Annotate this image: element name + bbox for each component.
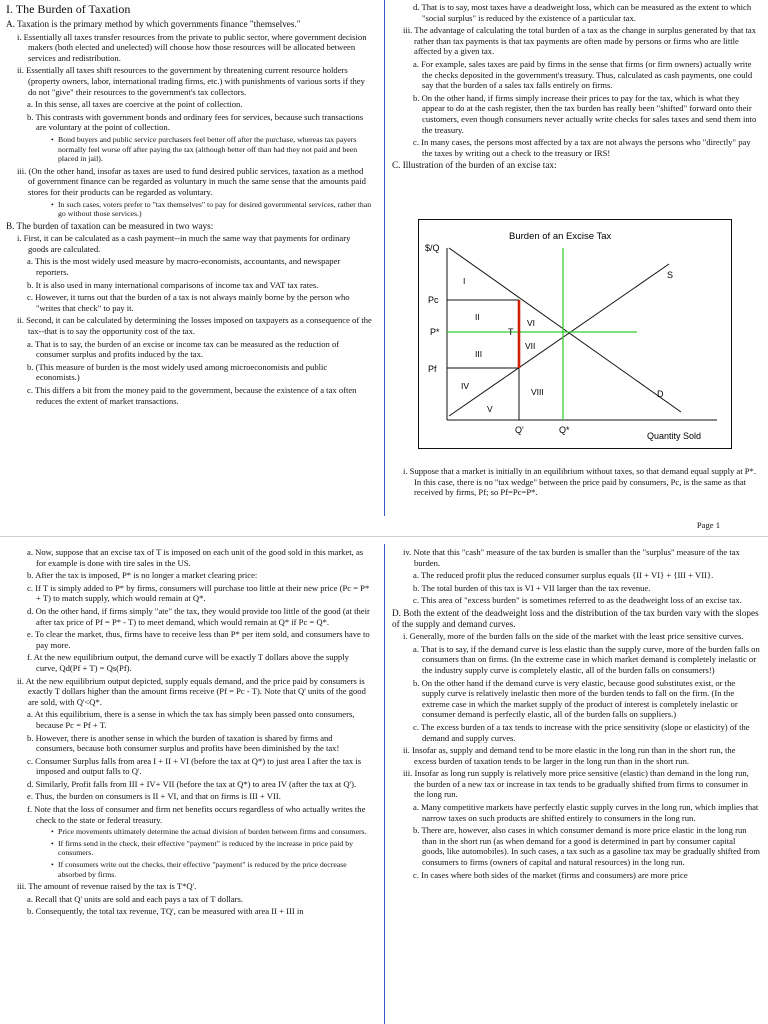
paragraph-text: ii. At the new equilibrium output depicted, supply equals demand, and the price paid by consumers is exactly T dollars higher than the amount firms receive (Pf = Pc - T). Note that Q' units of the good are sold, with Q'<Q*. bbox=[17, 675, 366, 707]
paragraph bbox=[6, 19, 372, 30]
paragraph bbox=[392, 583, 760, 594]
supply-curve bbox=[449, 264, 669, 416]
paragraph bbox=[6, 221, 372, 232]
paragraph-text: b. On the other hand, if firms simply increase their prices to pay for the tax, which is what they appear to do at the cash register, then the tax burden has really been "shifted" forward onto their customers, even though consumers never actually write checks for sales taxes and send them into the treasury. bbox=[413, 92, 757, 135]
paragraph-text: b. However, there is another sense in which the burden of taxation is shared by firms and consumers, because both consumer surplus and profits have been diminished by the tax! bbox=[27, 732, 340, 754]
paragraph bbox=[392, 644, 760, 676]
paragraph-text: i. Generally, more of the burden falls on the side of the market with the least price sensitive curves. bbox=[403, 631, 744, 642]
paragraph-text: b. After the tax is imposed, P* is no longer a market clearing price: bbox=[27, 570, 258, 581]
paragraph-text: ii. Insofar as, supply and demand tend to be more elastic in the long run than in the short run, the excess burden of taxation tends to be larger in the long run than in the short run. bbox=[403, 745, 736, 766]
paragraph-text: D. Both the extent of the deadweight loss and the distribution of the tax burden vary with the slopes of the supply and demand curves. bbox=[392, 607, 759, 629]
paragraph bbox=[6, 362, 372, 383]
paragraph-text: A. Taxation is the primary method by which governments finance "themselves." bbox=[6, 19, 301, 29]
chart-title: Burden of an Excise Tax bbox=[509, 231, 612, 242]
paragraph-text: d. Similarly, Profit falls from III + IV+ VII (before the tax at Q*) to area IV (after the tax at Q'). bbox=[27, 778, 357, 789]
region-v: V bbox=[487, 404, 493, 414]
paragraph bbox=[6, 2, 372, 16]
paragraph bbox=[6, 166, 372, 198]
paragraph-text: b. The total burden of this tax is VI + VII larger than the tax revenue. bbox=[413, 582, 651, 593]
paragraph bbox=[392, 59, 760, 91]
paragraph bbox=[392, 802, 760, 823]
paragraph-text: If firms send in the check, their effective "payment" is reduced by the increase in price paid by consumers. bbox=[58, 838, 354, 858]
paragraph-text: Bond buyers and public service purchasers feel better off after the purchase, whereas tax payers normally feel worse off after paying the tax (although better off than had they not paid and been placed in jail). bbox=[58, 134, 358, 164]
paragraph-text: c. Consumer Surplus falls from area I + II + VI (before the tax at Q*) to just area I after the tax is imposed and output falls to Q'. bbox=[27, 755, 362, 777]
paragraph-text: iii. Insofar as long run supply is relatively more price sensitive (elastic) than demand in the long run, the burden of a new tax or increase in tax tends to be gradually shifted from firms to consumer in the long run. bbox=[403, 768, 749, 800]
bullet-icon: • bbox=[51, 827, 54, 837]
paragraph bbox=[392, 570, 760, 581]
region-vi: VI bbox=[527, 318, 536, 328]
paragraph-text: a. The reduced profit plus the reduced consumer surplus equals {II + VI} + {III + VII}. bbox=[413, 570, 714, 581]
supply-label: S bbox=[667, 270, 674, 280]
paragraph bbox=[392, 768, 760, 800]
paragraph-text: i. Suppose that a market is initially in an equilibrium without taxes, so that demand equal supply at P*. In this case, there is no "tax wedge" between the price paid by consumers, Pc, is the same as that received by firms, Pf; so Pf=Pc=P*. bbox=[403, 466, 757, 498]
region-i: I bbox=[463, 276, 466, 286]
paragraph-text: If consumers write out the checks, their effective "payment" is reduced by the price decrease absorbed by firms. bbox=[58, 860, 347, 879]
paragraph-text: a. Now, suppose that an excise tax of T is imposed on each unit of the good sold in this market, as for example is done with tire sales in the US. bbox=[27, 547, 364, 568]
paragraph-text: b. (This measure of burden is the most widely used among microeconomists and public economists.) bbox=[27, 361, 328, 383]
paragraph-text: a. This is the most widely used measure by macro-economists, accountants, and newspaper reporters. bbox=[27, 256, 341, 278]
paragraph-text: iv. Note that this "cash" measure of the tax burden is smaller than the "surplus" measure of the tax burden. bbox=[403, 547, 740, 568]
excise-tax-diagram bbox=[419, 220, 731, 448]
paragraph bbox=[6, 99, 372, 110]
page1-right-column-after-chart bbox=[392, 466, 760, 500]
paragraph bbox=[6, 827, 372, 837]
paragraph-text: a. For example, sales taxes are paid by firms in the sense that firms (or firm owners) actually write the checks deposited in the government's treasury. Thus, calculated as cash payments, one could say that the burden of a sales tax falls entirely on firms. bbox=[413, 58, 753, 91]
bullet-icon: • bbox=[51, 860, 54, 870]
paragraph bbox=[392, 870, 760, 881]
paragraph bbox=[6, 280, 372, 291]
paragraph bbox=[6, 256, 372, 277]
paragraph-text: iii. (On the other hand, insofar as taxes are used to fund desired public services, taxation as a method of government finance can be regarded as voluntary in much the same sense that the amounts paid stores for their products can be regarded as voluntary. bbox=[17, 165, 366, 197]
paragraph-text: In such cases, voters prefer to "tax themselves" to pay for desired governmental services, rather than go without those services.) bbox=[58, 199, 372, 219]
paragraph-text: I. The Burden of Taxation bbox=[6, 2, 131, 16]
paragraph bbox=[6, 65, 372, 97]
paragraph bbox=[392, 722, 760, 743]
paragraph bbox=[6, 779, 372, 790]
region-ii: II bbox=[475, 312, 480, 322]
paragraph-text: i. Essentially all taxes transfer resources from the private to public sector, where government decision makers (both elected and unelected) will choose how those resources will be allocated between services and redistribution. bbox=[17, 31, 367, 63]
paragraph bbox=[392, 93, 760, 135]
paragraph-text: c. The excess burden of a tax tends to increase with the price sensitivity (slope or elasticity) of the demand and supply curves. bbox=[413, 721, 750, 743]
paragraph-text: B. The burden of taxation can be measured in two ways: bbox=[6, 220, 214, 231]
paragraph-text: ii. Second, it can be calculated by determining the losses imposed on taxpayers as a consequence of the tax--that is to say the opportunity cost of the tax. bbox=[17, 315, 372, 337]
paragraph-text: b. Consequently, the total tax revenue, TQ', can be measured with area II + III in bbox=[27, 906, 304, 917]
bullet-icon: • bbox=[51, 838, 54, 848]
paragraph bbox=[392, 631, 760, 642]
pc-label: Pc bbox=[428, 295, 439, 305]
paragraph bbox=[6, 894, 372, 905]
paragraph-text: a. At this equilibrium, there is a sense in which the tax has simply been passed onto consumers, because Pc = Pf + T. bbox=[27, 709, 355, 730]
region-viii: VIII bbox=[531, 387, 544, 397]
paragraph bbox=[6, 906, 372, 917]
page2-left-column bbox=[6, 547, 372, 919]
region-vii: VII bbox=[525, 341, 536, 351]
paragraph bbox=[6, 756, 372, 777]
paragraph bbox=[6, 200, 372, 219]
paragraph-text: a. Recall that Q' units are sold and each pays a tax of T dollars. bbox=[27, 893, 244, 904]
paragraph-text: a. That is to say, the burden of an excise or income tax can be measured as the reduction of consumer surplus and profits induced by the tax. bbox=[27, 338, 340, 360]
qprime-label: Q' bbox=[515, 425, 524, 435]
paragraph-text: e. To clear the market, thus, firms have to receive less than P* per item sold, and consumers have to pay more. bbox=[27, 629, 370, 650]
page-divider bbox=[0, 536, 768, 537]
paragraph-text: a. That is to say, if the demand curve is less elastic than the supply curve, more of the burden falls on consumers than on firms. (In the extreme case in which market demand is completely inelastic or the industry supply curve is completely elastic, all of the burden falls on consumers!) bbox=[413, 643, 760, 675]
paragraph bbox=[6, 315, 372, 336]
paragraph-text: e. Thus, the burden on consumers is II + VI, and that on firms is III + VII. bbox=[27, 791, 281, 802]
paragraph-text: Price movements ultimately determine the actual division of burden between firms and consumers. bbox=[58, 827, 367, 837]
paragraph bbox=[6, 860, 372, 879]
paragraph bbox=[6, 583, 372, 604]
paragraph bbox=[6, 676, 372, 708]
pstar-label: P* bbox=[430, 327, 440, 337]
paragraph bbox=[6, 32, 372, 64]
tax-label: T bbox=[508, 327, 514, 337]
paragraph-text: b. There are, however, also cases in which consumer demand is more price elastic in the long run than in the short run (as when demand for a good is determined in part by consumer capital goods, like automobiles). In such cases, a tax such as a gasoline tax may be gradually shifted from consumers to firms (owners of capital and natural resources) in the long run. bbox=[413, 825, 760, 868]
paragraph-text: c. However, it turns out that the burden of a tax is not always mainly borne by the person who "writes that check" to pay it. bbox=[27, 292, 350, 313]
paragraph-text: f. Note that the loss of consumer and firm net benefits occurs regardless of who actually writes the check to the state or federal treasury. bbox=[27, 804, 366, 825]
paragraph bbox=[6, 606, 372, 627]
paragraph bbox=[6, 652, 372, 673]
column-rule-top bbox=[384, 0, 385, 516]
paragraph bbox=[392, 745, 760, 766]
paragraph bbox=[392, 547, 760, 568]
paragraph bbox=[6, 629, 372, 650]
paragraph bbox=[392, 25, 760, 57]
paragraph bbox=[6, 881, 372, 892]
paragraph-text: b. On the other hand if the demand curve is very elastic, because good substitutes exist, or the supply curve is relatively inelastic then more of the burden tends to fall on the firm. (In the extreme case in which the market supply of the product of interest is completely inelastic or consumer demand is perfectly elastic, all of the burden falls on suppliers.) bbox=[413, 677, 738, 720]
paragraph-text: d. On the other hand, if firms simply "ate" the tax, they would provide too little of the good (at their after tax price of Pf = P* - T) to meet demand, which would remain at Q* if Pc = Q*. bbox=[27, 605, 370, 627]
paragraph bbox=[6, 292, 372, 313]
paragraph bbox=[392, 137, 760, 158]
paragraph bbox=[392, 595, 760, 606]
paragraph-text: c. This area of "excess burden" is sometimes referred to as the deadweight loss of an excise tax. bbox=[413, 595, 742, 606]
page2-right-column bbox=[392, 547, 760, 882]
paragraph bbox=[392, 160, 760, 171]
chart-ylabel: $/Q bbox=[425, 243, 440, 253]
page1-right-column bbox=[392, 2, 760, 173]
demand-curve bbox=[449, 248, 681, 412]
paragraph bbox=[6, 233, 372, 254]
page1-left-column bbox=[6, 2, 372, 408]
paragraph-text: c. This differs a bit from the money paid to the government, because the existence of a tax often reduces the extent of market transactions. bbox=[27, 385, 357, 406]
paragraph-text: c. In many cases, the persons most affected by a tax are not always the persons who "directly" pay the taxes by writing out a check to the treasury or IRS! bbox=[413, 137, 751, 158]
paragraph bbox=[6, 791, 372, 802]
paragraph bbox=[6, 709, 372, 730]
paragraph bbox=[6, 339, 372, 360]
paragraph bbox=[392, 2, 760, 23]
paragraph-text: i. First, it can be calculated as a cash payment--in much the same way that payments for ordinary goods are calculated. bbox=[17, 233, 351, 254]
paragraph-text: c. If T is simply added to P* by firms, consumers will purchase too little at their new price (Pc = P* + T) to match supply, which would remain at Q*. bbox=[27, 582, 370, 604]
bullet-icon: • bbox=[51, 134, 54, 144]
excise-tax-chart bbox=[418, 219, 732, 449]
paragraph-text: f. At the new equilibrium output, the demand curve will be exactly T dollars above the supply curve, Qd(Pf + T) = Qs(Pf). bbox=[27, 652, 349, 673]
chart-xlabel: Quantity Sold bbox=[647, 431, 702, 441]
region-iv: IV bbox=[461, 381, 470, 391]
paragraph bbox=[6, 804, 372, 825]
paragraph bbox=[392, 466, 760, 498]
paragraph bbox=[6, 839, 372, 858]
column-rule-bottom bbox=[384, 544, 385, 1024]
region-iii: III bbox=[475, 349, 483, 359]
paragraph bbox=[6, 570, 372, 581]
paragraph bbox=[6, 547, 372, 568]
paragraph-text: b. It is also used in many international comparisons of income tax and VAT tax rates. bbox=[27, 279, 319, 290]
qstar-label: Q* bbox=[559, 425, 570, 435]
page-number: Page 1 bbox=[696, 520, 720, 530]
paragraph bbox=[6, 733, 372, 754]
paragraph-text: a. In this sense, all taxes are coercive at the point of collection. bbox=[27, 99, 243, 110]
paragraph-text: b. This contrasts with government bonds and ordinary fees for services, because such transactions are voluntary at the point of collection. bbox=[27, 111, 364, 133]
bullet-icon: • bbox=[51, 199, 54, 209]
paragraph-text: ii. Essentially all taxes shift resources to the government by threatening current resource holders (property owners, labor, international trading firms, etc.) with punishments of various sorts if they do not "give" their resources to the government's tax collectors. bbox=[17, 65, 365, 97]
paragraph-text: d. That is to say, most taxes have a deadweight loss, which can be measured as the extent to which "social surplus" is reduced by the existence of a particular tax. bbox=[413, 2, 752, 23]
paragraph bbox=[392, 678, 760, 720]
paragraph-text: C. Illustration of the burden of an excise tax: bbox=[392, 160, 557, 171]
paragraph bbox=[392, 825, 760, 867]
paragraph-text: iii. The amount of revenue raised by the tax is T*Q'. bbox=[17, 881, 197, 892]
paragraph bbox=[6, 112, 372, 133]
paragraph-text: c. In cases where both sides of the market (firms and consumers) are more price bbox=[413, 869, 688, 880]
pf-label: Pf bbox=[428, 364, 437, 374]
paragraph bbox=[6, 385, 372, 406]
paragraph bbox=[6, 135, 372, 164]
paragraph bbox=[392, 608, 760, 629]
paragraph-text: iii. The advantage of calculating the total burden of a tax as the change in surplus generated by that tax rather than tax payments is that tax payments are often made by persons or firms who are little affected by a given tax. bbox=[403, 25, 757, 57]
paragraph-text: a. Many competitive markets have perfectly elastic supply curves in the long run, which implies that narrow taxes on such products are shifted entirely to consumers in the long run. bbox=[413, 802, 759, 823]
demand-label: D bbox=[657, 389, 664, 399]
